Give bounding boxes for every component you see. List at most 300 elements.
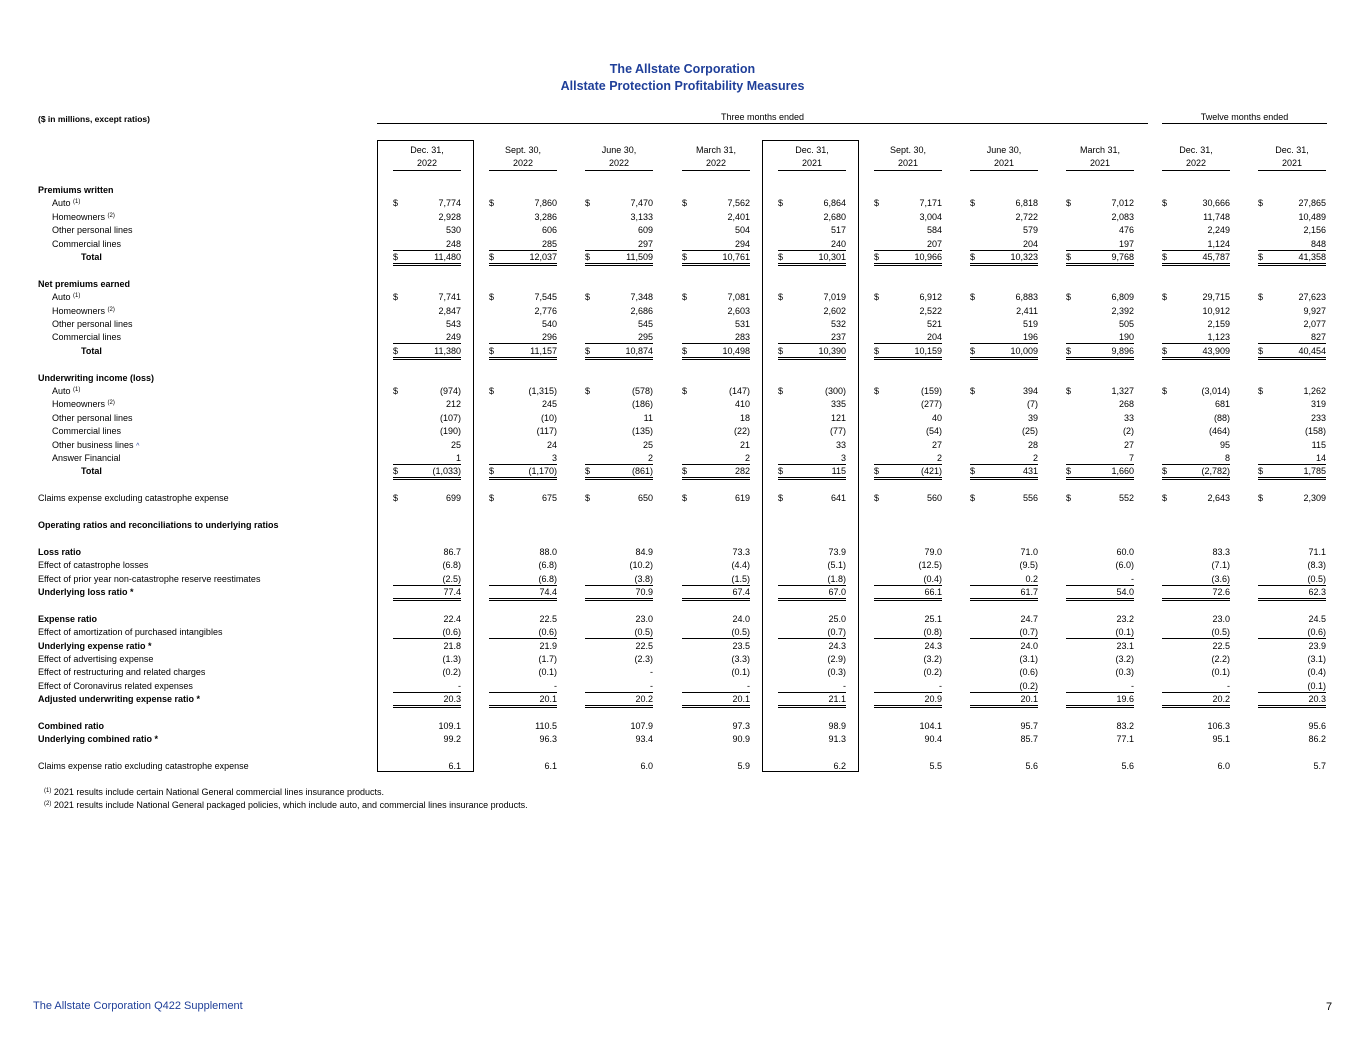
cell-value: - [939, 680, 942, 691]
cell-value: 96.3 [539, 734, 557, 745]
table-row [0, 573, 1365, 586]
table-cell [1258, 586, 1326, 601]
table-cell [682, 318, 750, 330]
table-cell [1162, 492, 1230, 504]
cell-value: 1,124 [1207, 238, 1230, 249]
cell-value: (4.4) [731, 560, 750, 571]
cell-value: 6.0 [1217, 761, 1230, 772]
row-label [52, 331, 121, 344]
row-label-text: Total [81, 466, 102, 477]
table-cell [970, 412, 1038, 424]
table-cell [874, 640, 942, 652]
table-cell [393, 425, 461, 437]
table-cell [1162, 680, 1230, 693]
table-cell [778, 573, 846, 586]
cell-value: 20.1 [539, 694, 557, 705]
cell-value: 14 [1315, 453, 1326, 463]
currency-symbol: $ [874, 198, 880, 209]
table-cell [585, 559, 653, 571]
table-cell [874, 693, 942, 708]
table-row [0, 519, 1365, 532]
table-cell [778, 439, 846, 451]
report-title-line1: The Allstate Corporation [609, 62, 756, 76]
table-cell [1258, 720, 1326, 732]
cell-value: 335 [830, 399, 846, 410]
table-cell [778, 345, 846, 360]
cell-value: (2.9) [827, 654, 846, 664]
table-cell [778, 318, 846, 330]
row-label-text: Total [81, 252, 102, 262]
cell-value: (7) [1027, 399, 1038, 410]
cell-value: 650 [637, 493, 653, 504]
cell-value: 23.0 [635, 613, 653, 624]
table-cell [778, 640, 846, 652]
table-cell [778, 465, 846, 480]
table-cell [874, 439, 942, 451]
table-cell [585, 345, 653, 360]
row-label [38, 666, 205, 679]
currency-symbol: $ [874, 386, 880, 396]
cell-value: 556 [1022, 493, 1038, 504]
column-header-year: 2022 [682, 157, 750, 171]
cell-value: (2) [1123, 426, 1134, 437]
currency-symbol: $ [1066, 292, 1072, 303]
table-cell [489, 586, 557, 601]
table-row [0, 733, 1365, 746]
table-cell [1162, 238, 1230, 251]
cell-value: 295 [637, 332, 653, 343]
row-label-text: Auto [52, 386, 71, 396]
table-cell [874, 573, 942, 586]
cell-value: 29,715 [1202, 292, 1230, 303]
table-cell [778, 211, 846, 223]
row-label [38, 519, 279, 532]
cell-value: (1.3) [442, 654, 461, 664]
table-cell [874, 211, 942, 223]
footnote [44, 787, 384, 797]
cell-value: (158) [1304, 426, 1326, 437]
row-label [38, 559, 148, 572]
currency-symbol: $ [393, 292, 399, 303]
cell-value: 2,401 [727, 211, 750, 222]
cell-value: 7,012 [1111, 198, 1134, 209]
table-cell [874, 559, 942, 571]
cell-value: (0.4) [1307, 667, 1326, 678]
table-cell [778, 693, 846, 708]
table-cell [585, 613, 653, 625]
table-cell [585, 626, 653, 639]
table-cell [489, 331, 557, 344]
table-cell [682, 224, 750, 236]
table-cell [778, 720, 846, 732]
cell-value: (0.6) [538, 627, 557, 638]
footnote-ref: (1) [73, 199, 81, 206]
cell-value: 2 [647, 453, 653, 463]
currency-symbol: $ [874, 466, 880, 477]
table-cell [1066, 640, 1134, 652]
table-cell [970, 197, 1038, 209]
cell-value: - [1131, 680, 1134, 691]
table-cell [393, 626, 461, 639]
cell-value: 104.1 [919, 721, 942, 731]
cell-value: (421) [920, 466, 942, 477]
cell-value: 24.7 [1020, 613, 1038, 624]
cell-value: 504 [734, 225, 750, 236]
cell-value: (6.8) [538, 560, 557, 571]
row-label [38, 573, 260, 586]
table-cell [1066, 720, 1134, 732]
table-cell [489, 412, 557, 424]
column-header-period: June 30, [986, 145, 1022, 155]
table-cell [585, 238, 653, 251]
table-cell [970, 640, 1038, 652]
cell-value: 2,686 [630, 305, 653, 316]
row-label-text: Adjusted underwriting expense ratio * [38, 694, 201, 705]
cell-value: (2.3) [634, 654, 653, 664]
table-cell [1258, 398, 1326, 410]
cell-value: 95.6 [1308, 721, 1326, 731]
cell-value: (0.4) [923, 573, 942, 584]
table-cell [970, 345, 1038, 360]
table-cell [489, 318, 557, 330]
cell-value: (3,014) [1201, 386, 1230, 396]
table-cell [874, 626, 942, 639]
cell-value: 3,133 [630, 211, 653, 222]
table-row [0, 680, 1365, 693]
currency-symbol: $ [393, 345, 399, 356]
table-cell [778, 331, 846, 344]
row-label-text: Answer Financial [52, 453, 121, 463]
table-cell [970, 653, 1038, 665]
table-cell [585, 197, 653, 209]
table-cell [778, 291, 846, 303]
table-cell [874, 680, 942, 693]
cell-value: 27 [1123, 439, 1134, 450]
currency-symbol: $ [970, 292, 976, 303]
cell-value: 609 [637, 225, 653, 236]
table-cell [874, 398, 942, 410]
cell-value: 5.6 [1025, 761, 1038, 772]
cell-value: (9.5) [1019, 560, 1038, 571]
table-cell [489, 573, 557, 586]
table-cell [1258, 211, 1326, 223]
currency-symbol: $ [778, 252, 784, 262]
cell-value: 505 [1118, 319, 1134, 329]
currency-symbol: $ [1258, 252, 1264, 262]
table-cell [682, 492, 750, 504]
table-row [0, 465, 1365, 478]
table-cell [1162, 439, 1230, 451]
table-cell [1162, 573, 1230, 586]
currency-symbol: $ [970, 198, 976, 209]
table-row [0, 425, 1365, 438]
table-cell [970, 626, 1038, 639]
table-cell [1066, 425, 1134, 437]
row-label-text: Premiums written [38, 185, 114, 195]
table-cell [1066, 398, 1134, 410]
table-cell [1162, 331, 1230, 344]
cell-value: (861) [631, 466, 653, 477]
cell-value: 25 [642, 439, 653, 450]
currency-symbol: $ [1162, 386, 1168, 396]
cell-value: 6,912 [919, 292, 942, 303]
cell-value: (54) [925, 426, 942, 437]
table-cell [778, 613, 846, 625]
table-cell [970, 291, 1038, 303]
table-cell [874, 238, 942, 251]
cell-value: 6.0 [640, 761, 653, 772]
cell-value: 98.9 [828, 721, 846, 731]
cell-value: 2,643 [1207, 493, 1230, 504]
column-header [393, 144, 461, 171]
table-cell [682, 573, 750, 586]
currency-symbol: $ [1066, 252, 1072, 262]
row-label-text: Other personal lines [52, 319, 133, 329]
row-label-text: Commercial lines [52, 332, 122, 343]
column-header-period: March 31, [1079, 145, 1121, 155]
currency-symbol: $ [682, 252, 688, 262]
table-cell [1066, 613, 1134, 625]
cell-value: 109.1 [438, 721, 461, 731]
cell-value: 531 [734, 319, 750, 329]
table-cell [970, 546, 1038, 558]
currency-symbol: $ [682, 198, 688, 209]
cell-value: 530 [445, 225, 461, 236]
cell-value: 7 [1128, 453, 1134, 463]
cell-value: 10,301 [818, 252, 846, 262]
cell-value: (0.5) [731, 627, 750, 638]
cell-value: 20.1 [1020, 694, 1038, 705]
cell-value: 2,077 [1303, 319, 1326, 329]
cell-value: (1,315) [528, 386, 557, 396]
cell-value: 70.9 [635, 587, 653, 597]
row-label [52, 318, 133, 331]
table-cell [489, 224, 557, 236]
table-cell [1066, 412, 1134, 424]
cell-value: 3,286 [534, 211, 557, 222]
table-cell [1258, 224, 1326, 236]
cell-value: 5.7 [1313, 761, 1326, 772]
table-cell [874, 331, 942, 344]
table-cell [1162, 640, 1230, 652]
cell-value: (300) [824, 386, 846, 396]
table-cell [585, 640, 653, 652]
table-cell [1258, 412, 1326, 424]
cell-value: 619 [734, 493, 750, 504]
cell-value: (10.2) [629, 560, 653, 571]
table-cell [393, 291, 461, 303]
currency-symbol: $ [585, 198, 591, 209]
table-cell [393, 305, 461, 317]
table-cell [489, 398, 557, 410]
row-label [38, 640, 152, 653]
table-cell [874, 586, 942, 601]
table-cell [585, 318, 653, 330]
currency-symbol: $ [585, 386, 591, 396]
row-label-text: Other personal lines [52, 225, 133, 236]
table-cell [489, 666, 557, 678]
currency-symbol: $ [489, 252, 495, 262]
column-header-year: 2021 [1066, 157, 1134, 171]
table-cell [1162, 733, 1230, 745]
table-cell [874, 452, 942, 465]
cell-value: 545 [637, 319, 653, 329]
table-cell [489, 251, 557, 266]
footnote-ref: (1) [73, 293, 81, 300]
column-header-year: 2021 [874, 157, 942, 171]
table-cell [393, 465, 461, 480]
table-cell [1258, 546, 1326, 558]
table-cell [393, 693, 461, 708]
table-cell [970, 211, 1038, 223]
table-cell [1258, 573, 1326, 586]
cell-value: 190 [1118, 332, 1134, 343]
cell-value: 196 [1022, 332, 1038, 343]
table-cell [1066, 465, 1134, 480]
table-row [0, 372, 1365, 385]
table-row [0, 546, 1365, 559]
table-cell [489, 640, 557, 652]
cell-value: 2,776 [534, 305, 557, 316]
currency-symbol: $ [489, 493, 495, 504]
table-cell [682, 626, 750, 639]
table-row [0, 666, 1365, 679]
cell-value: 606 [541, 225, 557, 236]
table-cell [874, 224, 942, 236]
cell-value: 2 [936, 453, 942, 463]
currency-symbol: $ [489, 292, 495, 303]
cell-value: 579 [1022, 225, 1038, 236]
cell-value: (2,782) [1201, 466, 1230, 477]
table-cell [682, 640, 750, 652]
table-cell [682, 559, 750, 571]
column-header-period: Sept. 30, [889, 145, 927, 155]
table-cell [489, 693, 557, 708]
cell-value: 95.7 [1020, 721, 1038, 731]
table-row [0, 412, 1365, 425]
table-cell [682, 412, 750, 424]
cell-value: 41,358 [1298, 252, 1326, 262]
cell-value: 95.1 [1212, 734, 1230, 745]
table-cell [585, 452, 653, 465]
row-label-text: Effect of advertising expense [38, 654, 154, 664]
cell-value: 2,159 [1207, 319, 1230, 329]
row-label [38, 680, 193, 693]
cell-value: 23.5 [732, 640, 750, 651]
cell-value: 431 [1022, 466, 1038, 477]
currency-symbol: $ [1258, 198, 1264, 209]
cell-value: 10,323 [1010, 252, 1038, 262]
cell-value: 6.1 [544, 761, 557, 772]
cell-value: 86.2 [1308, 734, 1326, 745]
table-cell [682, 197, 750, 209]
cell-value: 20.3 [1308, 694, 1326, 705]
table-cell [393, 573, 461, 586]
table-cell [1162, 412, 1230, 424]
row-label-text: Commercial lines [52, 426, 122, 437]
row-label-text: Underlying expense ratio * [38, 640, 152, 651]
cell-value: (190) [439, 426, 461, 437]
table-cell [489, 720, 557, 732]
currency-symbol: $ [874, 292, 880, 303]
table-cell [1258, 666, 1326, 678]
cell-value: 2,722 [1015, 211, 1038, 222]
cell-value: 20.2 [1212, 694, 1230, 705]
table-cell [1162, 305, 1230, 317]
cell-value: 283 [734, 332, 750, 343]
table-cell [1258, 465, 1326, 480]
cell-value: (0.3) [1115, 667, 1134, 678]
cell-value: - [458, 680, 461, 691]
table-cell [970, 586, 1038, 601]
table-cell [1066, 439, 1134, 451]
table-cell [585, 760, 653, 772]
table-cell [682, 331, 750, 344]
cell-value: 77.1 [1116, 734, 1134, 745]
table-row [0, 331, 1365, 344]
cell-value: (1.8) [827, 573, 846, 584]
cell-value: 121 [830, 412, 846, 423]
table-cell [393, 492, 461, 504]
cell-value: 10,489 [1298, 211, 1326, 222]
table-cell [1258, 653, 1326, 665]
cell-value: (277) [920, 399, 942, 410]
table-cell [393, 733, 461, 745]
table-row [0, 385, 1365, 398]
table-cell [393, 251, 461, 266]
table-cell [393, 345, 461, 360]
footnote-text: 2021 results include National General packaged policies, which include auto, and commercial lines insurance products. [53, 800, 528, 810]
cell-value: (1,033) [432, 466, 461, 477]
cell-value: - [650, 667, 653, 678]
table-row [0, 345, 1365, 358]
cell-value: 24 [546, 439, 557, 450]
currency-symbol: $ [682, 292, 688, 303]
currency-symbol: $ [874, 252, 880, 262]
cell-value: (974) [439, 386, 461, 396]
table-row [0, 211, 1365, 224]
table-cell [1066, 385, 1134, 397]
cell-value: 517 [830, 225, 846, 236]
cell-value: 519 [1022, 319, 1038, 329]
table-cell [393, 720, 461, 732]
column-header [778, 144, 846, 171]
row-label [38, 492, 229, 505]
table-cell [778, 733, 846, 745]
cell-value: (8.3) [1307, 560, 1326, 571]
cell-value: 1,327 [1111, 386, 1134, 396]
row-label-text: Commercial lines [52, 238, 122, 249]
cell-value: 60.0 [1116, 546, 1134, 557]
row-label-text: Claims expense ratio excluding catastrophe expense [38, 761, 249, 772]
table-cell [1258, 492, 1326, 504]
table-cell [778, 626, 846, 639]
row-label [52, 211, 115, 224]
cell-value: 88.0 [539, 546, 557, 557]
table-cell [489, 733, 557, 745]
currency-symbol: $ [489, 198, 495, 209]
currency-symbol: $ [1066, 345, 1072, 356]
cell-value: 91.3 [828, 734, 846, 745]
cell-value: 2,156 [1303, 225, 1326, 236]
table-cell [970, 465, 1038, 480]
row-label-text: Auto [52, 292, 71, 303]
table-cell [393, 224, 461, 236]
row-label-text: Loss ratio [38, 546, 82, 557]
table-cell [1162, 693, 1230, 708]
table-row [0, 238, 1365, 251]
cell-value: (1.5) [731, 573, 750, 584]
